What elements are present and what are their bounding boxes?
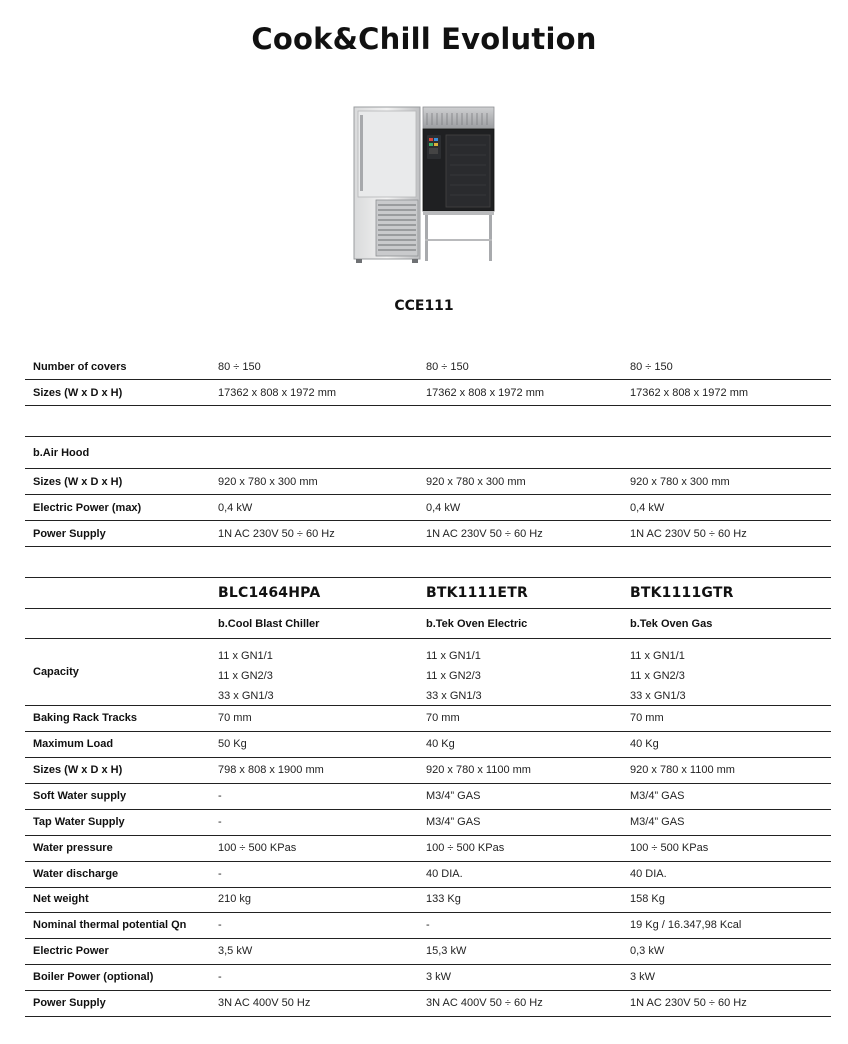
spec-value: 3,5 kW <box>218 945 253 957</box>
spec-value: 3 kW <box>630 971 656 983</box>
capacity-value: 11 x GN1/1 <box>630 650 685 662</box>
spec-value: 40 Kg <box>426 738 455 750</box>
capacity-value: 33 x GN1/3 <box>218 690 274 702</box>
table-divider <box>25 577 831 578</box>
spec-value: 1N AC 230V 50 ÷ 60 Hz <box>630 997 747 1009</box>
table-divider <box>25 608 831 609</box>
spec-value: 40 DIA. <box>630 868 667 880</box>
spec-value: 70 mm <box>630 712 664 724</box>
spec-label: Boiler Power (optional) <box>33 971 154 983</box>
spec-label: Baking Rack Tracks <box>33 712 137 724</box>
spec-label: Electric Power <box>33 945 109 957</box>
unit-model: BTK1111ETR <box>426 585 528 601</box>
spec-label: Sizes (W x D x H) <box>33 764 123 776</box>
spec-value: 15,3 kW <box>426 945 467 957</box>
spec-value: 0,3 kW <box>630 945 665 957</box>
table-divider <box>25 638 831 639</box>
capacity-value: 11 x GN2/3 <box>630 670 685 682</box>
table-divider <box>25 835 831 836</box>
spec-value: 1N AC 230V 50 ÷ 60 Hz <box>218 528 335 540</box>
spec-value: 920 x 780 x 300 mm <box>218 476 318 488</box>
spec-value: - <box>218 790 222 802</box>
spec-value: M3/4” GAS <box>426 790 481 802</box>
table-divider <box>25 757 831 758</box>
spec-label: Tap Water Supply <box>33 816 125 828</box>
table-divider <box>25 731 831 732</box>
spec-value: 40 Kg <box>630 738 659 750</box>
spec-label: Electric Power (max) <box>33 502 142 514</box>
table-divider <box>25 809 831 810</box>
table-divider <box>25 912 831 913</box>
spec-value: 920 x 780 x 300 mm <box>630 476 730 488</box>
spec-label: Net weight <box>33 893 89 905</box>
spec-value: 920 x 780 x 1100 mm <box>426 764 531 776</box>
spec-value: 920 x 780 x 1100 mm <box>630 764 735 776</box>
capacity-value: 33 x GN1/3 <box>426 690 482 702</box>
spec-label: Power Supply <box>33 997 106 1009</box>
spec-value: 80 ÷ 150 <box>218 361 261 373</box>
table-divider <box>25 468 831 469</box>
spec-label: Water pressure <box>33 842 113 854</box>
unit-model: BTK1111GTR <box>630 585 734 601</box>
spec-value: 798 x 808 x 1900 mm <box>218 764 324 776</box>
unit-name: b.Cool Blast Chiller <box>218 618 320 630</box>
spec-value: 17362 x 808 x 1972 mm <box>630 387 749 399</box>
spec-label: Water discharge <box>33 868 119 880</box>
spec-value: 0,4 kW <box>426 502 461 514</box>
spec-value: - <box>218 971 222 983</box>
spec-value: 210 kg <box>218 893 252 905</box>
table-divider <box>25 379 831 380</box>
table-divider <box>25 861 831 862</box>
table-divider <box>25 783 831 784</box>
spec-value: M3/4” GAS <box>426 816 481 828</box>
spec-label: Nominal thermal potential Qn <box>33 919 187 931</box>
spec-value: 100 ÷ 500 KPas <box>426 842 505 854</box>
spec-value: M3/4” GAS <box>630 790 685 802</box>
table-divider <box>25 494 831 495</box>
page-title: Cook&Chill Evolution <box>251 22 597 56</box>
spec-label: Soft Water supply <box>33 790 127 802</box>
table-divider <box>25 964 831 965</box>
spec-value: - <box>218 816 222 828</box>
spec-value: 133 Kg <box>426 893 461 905</box>
section-title: b.Air Hood <box>33 447 90 459</box>
spec-value: 3 kW <box>426 971 452 983</box>
spec-label: Sizes (W x D x H) <box>33 387 123 399</box>
capacity-values <box>218 646 274 706</box>
product-image <box>352 105 497 265</box>
spec-value: 70 mm <box>218 712 252 724</box>
capacity-value: 11 x GN2/3 <box>218 670 273 682</box>
spec-value: 100 ÷ 500 KPas <box>218 842 297 854</box>
table-divider <box>25 520 831 521</box>
spec-value: 80 ÷ 150 <box>630 361 673 373</box>
unit-name: b.Tek Oven Electric <box>426 618 528 630</box>
spec-value: 100 ÷ 500 KPas <box>630 842 709 854</box>
table-divider <box>25 887 831 888</box>
spec-value: 80 ÷ 150 <box>426 361 469 373</box>
spec-label: Number of covers <box>33 361 127 373</box>
spec-value: - <box>426 919 430 931</box>
spec-value: 40 DIA. <box>426 868 463 880</box>
table-divider <box>25 1016 831 1017</box>
spec-value: 50 Kg <box>218 738 247 750</box>
spec-label: Capacity <box>33 666 79 678</box>
spec-label: Power Supply <box>33 528 106 540</box>
capacity-values <box>426 646 482 706</box>
table-divider <box>25 546 831 547</box>
capacity-value: 11 x GN1/1 <box>218 650 273 662</box>
spec-value: 3N AC 400V 50 Hz <box>218 997 311 1009</box>
spec-value: 920 x 780 x 300 mm <box>426 476 526 488</box>
spec-value: 17362 x 808 x 1972 mm <box>426 387 545 399</box>
capacity-value: 33 x GN1/3 <box>630 690 686 702</box>
spec-label: Maximum Load <box>33 738 114 750</box>
spec-value: 19 Kg / 16.347,98 Kcal <box>630 919 742 931</box>
spec-value: 70 mm <box>426 712 460 724</box>
capacity-value: 11 x GN2/3 <box>426 670 481 682</box>
spec-value: 0,4 kW <box>630 502 665 514</box>
spec-value: 1N AC 230V 50 ÷ 60 Hz <box>630 528 747 540</box>
spec-value: - <box>218 868 222 880</box>
unit-name: b.Tek Oven Gas <box>630 618 713 630</box>
spec-value: - <box>218 919 222 931</box>
spec-value: M3/4” GAS <box>630 816 685 828</box>
unit-model: BLC1464HPA <box>218 585 321 601</box>
spec-label: Sizes (W x D x H) <box>33 476 123 488</box>
table-divider <box>25 938 831 939</box>
table-divider <box>25 990 831 991</box>
table-divider <box>25 436 831 437</box>
spec-value: 1N AC 230V 50 ÷ 60 Hz <box>426 528 543 540</box>
spec-value: 0,4 kW <box>218 502 253 514</box>
table-divider <box>25 405 831 406</box>
spec-value: 17362 x 808 x 1972 mm <box>218 387 337 399</box>
spec-value: 3N AC 400V 50 ÷ 60 Hz <box>426 997 543 1009</box>
capacity-values <box>630 646 686 706</box>
spec-value: 158 Kg <box>630 893 665 905</box>
capacity-value: 11 x GN1/1 <box>426 650 481 662</box>
model-name: CCE111 <box>394 298 454 314</box>
